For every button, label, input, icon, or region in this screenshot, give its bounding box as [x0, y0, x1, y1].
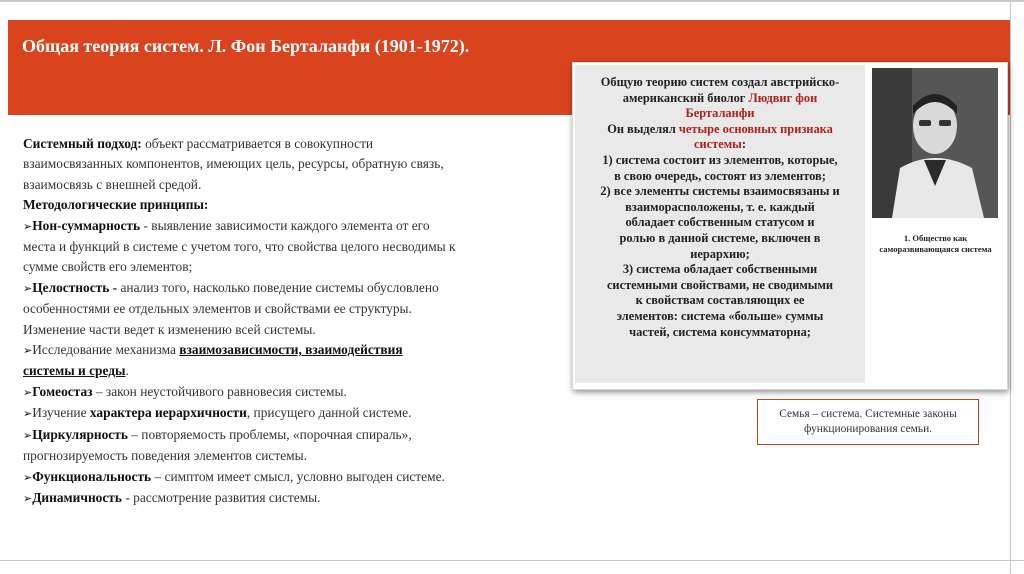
- principle-text: – повторяемость проблемы, «порочная спираль»,: [127, 426, 412, 442]
- card-line: Общую теорию систем создал австрийско-: [600, 75, 840, 89]
- text-line: [23, 361, 543, 381]
- card-line: системными свойствами, не сводимыми: [606, 277, 834, 292]
- text-line: места и функций в системе с учетом того, что свойства целого несводимы к: [23, 239, 456, 255]
- portrait-photo: [872, 68, 998, 218]
- card-highlight: четыре основных признака: [678, 121, 833, 136]
- frame-bottom: [0, 560, 1024, 561]
- card-line: [575, 122, 865, 138]
- card-line: 2) все элементы системы взаимосвязаны и: [600, 184, 840, 199]
- text-line: особенностями ее отдельных элементов и свойствами ее структуры.: [23, 301, 412, 317]
- card-line: элементов: система «больше» суммы: [616, 308, 824, 323]
- arrow-bullet-icon: ➢: [23, 281, 33, 295]
- arrow-bullet-icon: ➢: [23, 407, 33, 421]
- arrow-bullet-icon: ➢: [23, 491, 33, 505]
- card-line: ролью в данной системе, включен в: [619, 230, 821, 245]
- list-item: [23, 403, 543, 424]
- card-line: [575, 137, 865, 153]
- list-item: [23, 278, 543, 299]
- arrow-bullet-icon: ➢: [23, 470, 33, 484]
- system-approach-text: объект рассматривается в совокупности: [141, 136, 374, 151]
- principle-label: характера иерархичности: [89, 405, 247, 421]
- card-line: 1) система состоит из элементов, которые,: [602, 152, 838, 167]
- principle-text: .: [125, 363, 129, 379]
- principle-label: взаимозависимости, взаимодействия: [179, 342, 403, 358]
- list-item: [23, 216, 543, 237]
- arrow-bullet-icon: ➢: [23, 344, 33, 358]
- card-highlight: Берталанфи: [685, 106, 755, 121]
- text-line: взаимосвязь с внешней средой.: [23, 176, 202, 192]
- principle-label: Гомеостаз: [32, 383, 93, 399]
- family-note: Семья – система. Системные законы функционирования семьи.: [757, 399, 979, 445]
- principle-label: системы и среды: [23, 363, 126, 379]
- card-text: :: [741, 137, 746, 152]
- arrow-bullet-icon: ➢: [23, 219, 33, 233]
- arrow-bullet-icon: ➢: [23, 428, 33, 442]
- list-item: [23, 488, 543, 509]
- card-line: частей, система консумматорна;: [629, 324, 811, 339]
- card-line: иерархию;: [690, 246, 750, 261]
- frame-top: [0, 0, 1024, 2]
- principle-label: Нон-суммарность: [32, 217, 141, 233]
- card-line: 3) система обладает собственными: [622, 262, 818, 277]
- principle-text: - рассмотрение развития системы.: [121, 489, 321, 505]
- card-line: [575, 91, 865, 107]
- card-highlight: системы: [694, 137, 742, 152]
- card-line: к свойствам составляющих ее: [635, 293, 805, 308]
- bertalanffy-card: [572, 62, 1008, 390]
- card-text: американский биолог: [622, 90, 749, 105]
- frame-right: [1010, 0, 1011, 574]
- principle-label: Функциональность: [32, 468, 152, 484]
- list-item: [23, 382, 543, 403]
- page-title: Общая теория систем. Л. Фон Берталанфи (1901-1972).: [22, 36, 470, 56]
- list-item: [23, 340, 543, 361]
- text-line: Изменение части ведет к изменению всей системы.: [23, 321, 316, 337]
- principle-text: – симптом имеет смысл, условно выгоден системе.: [151, 468, 445, 484]
- principle-label: Целостность -: [32, 279, 118, 295]
- principle-text: – закон неустойчивого равновесия системы.: [92, 383, 347, 399]
- text-line: [23, 134, 543, 154]
- card-line: взаиморасположены, т. е. каждый: [625, 199, 815, 214]
- photo-caption: 1. Общество как саморазвивающаяся система: [879, 233, 992, 254]
- principle-text: , присущего данной системе.: [246, 405, 412, 421]
- text-line: сумме свойств его элементов;: [23, 259, 193, 275]
- principle-text: - выявление зависимости каждого элемента от его: [140, 217, 430, 233]
- system-approach-label: Системный подход:: [23, 136, 142, 151]
- card-text: Он выделял: [607, 121, 679, 136]
- card-highlight: Людвиг фон: [748, 90, 818, 105]
- card-text-panel: [575, 65, 865, 383]
- principles-heading: Методологические принципы:: [23, 197, 209, 213]
- principle-text: Исследование механизма: [32, 342, 180, 358]
- principle-text: анализ того, насколько поведение системы обусловлено: [117, 279, 439, 295]
- principle-text: Изучение: [32, 405, 90, 421]
- portrait-illustration: [872, 68, 998, 218]
- principle-label: Динамичность: [32, 489, 122, 505]
- principle-label: Циркулярность: [32, 426, 128, 442]
- text-line: взаимосвязанных компонентов, имеющих цель, ресурсы, обратную связь,: [23, 156, 444, 172]
- arrow-bullet-icon: ➢: [23, 385, 33, 399]
- list-item: [23, 425, 543, 446]
- text-line: прогнозируемость поведения элементов системы.: [23, 448, 307, 464]
- card-line: обладает собственным статусом и: [625, 215, 815, 230]
- main-text: [23, 134, 543, 509]
- card-line: в свою очередь, состоят из элементов;: [614, 168, 826, 183]
- list-item: [23, 467, 543, 488]
